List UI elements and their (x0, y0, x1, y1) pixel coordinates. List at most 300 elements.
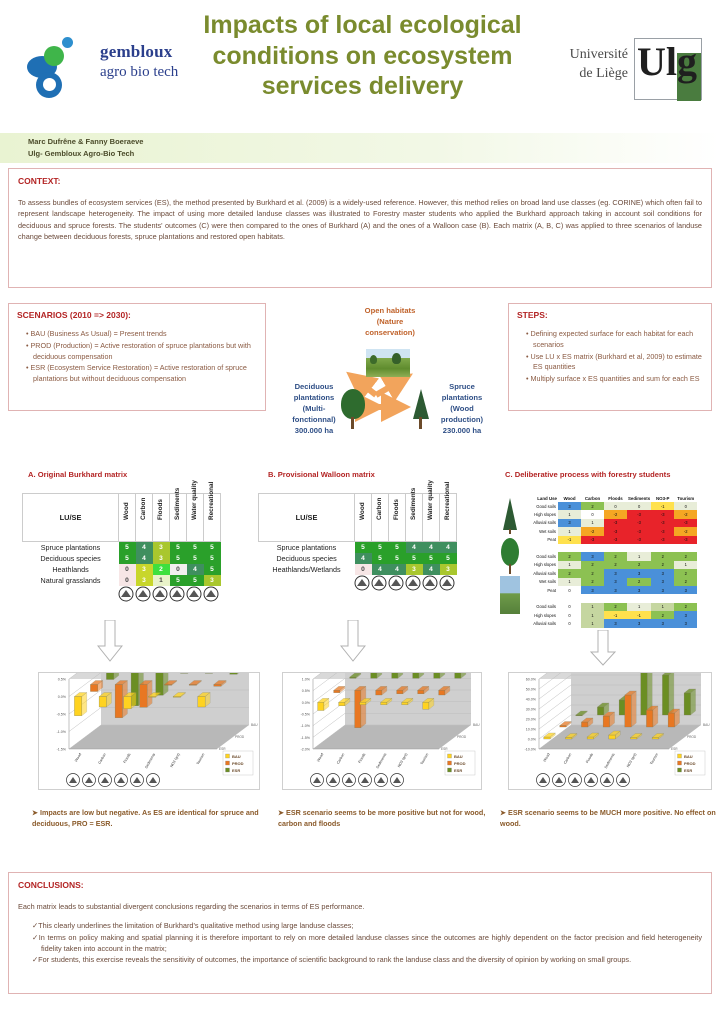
matrix-c-cell: 2 (674, 552, 697, 560)
matrix-c-cell: -3 (627, 510, 651, 518)
svg-text:40.0%: 40.0% (525, 697, 536, 702)
caption-b-text: ESR scenario seems to be more positive but not for wood, carbon and floods (278, 808, 486, 828)
dec-line4: fonctionnal) (292, 415, 336, 424)
matrix-cell: 0 (119, 575, 136, 586)
matrix-c-cell: 3 (558, 502, 581, 510)
matrix-cell: 4 (136, 542, 153, 553)
svg-text:ESR: ESR (684, 767, 693, 773)
matrix-row-label: Natural grasslands (40, 575, 101, 585)
matrix-c-col-header: NO3-P (656, 495, 670, 501)
svg-text:ESR: ESR (219, 747, 226, 751)
uliege-logo-line1: Université (569, 47, 628, 62)
svg-text:ESR: ESR (232, 767, 241, 773)
matrix-cell: 2 (153, 564, 170, 575)
uliege-logo (567, 38, 702, 100)
matrix-cell: 5 (204, 564, 221, 575)
water-quality-icon (422, 575, 439, 591)
matrix-c-row-label: Alluvial soils (533, 621, 556, 627)
gembloux-logo (22, 32, 197, 100)
caption-a-text: Impacts are low but negative. As ES are identical for spruce and deciduous, PRO = ESR. (32, 808, 259, 828)
matrix-col-header: Recreational (204, 494, 221, 542)
wood-icon (354, 575, 371, 591)
table-row (259, 564, 457, 575)
matrix-row-label: Deciduous species (276, 553, 337, 563)
svg-text:20.0%: 20.0% (525, 717, 536, 722)
matrix-c-cell: 3 (651, 578, 674, 586)
chart-b (282, 672, 482, 790)
recreational-icon (439, 575, 456, 591)
svg-text:Carbon: Carbon (563, 752, 573, 765)
conclusions-section (8, 872, 712, 994)
matrix-c-cell: 2 (558, 569, 581, 577)
matrix-c-row-label: High slopes (534, 562, 556, 568)
svg-text:30.0%: 30.0% (525, 707, 536, 712)
matrix-cell: 4 (423, 564, 440, 575)
matrix-cell: 5 (187, 553, 204, 564)
matrix-c-col-header: Sediments (628, 495, 651, 501)
table-row (522, 552, 697, 560)
spr-line5: 230.000 ha (442, 426, 482, 435)
matrix-c-row-label: Wet soils (539, 528, 556, 534)
matrix-cell: 5 (170, 575, 187, 586)
matrix-c (500, 492, 712, 627)
matrix-col-header: Water quality (187, 494, 204, 542)
svg-text:0.5%: 0.5% (301, 689, 310, 694)
list-item: • BAU (Business As Usual) = Present trends (26, 329, 257, 340)
caption-a: ➤ Impacts are low but negative. As ES are identical for spruce and deciduous, PRO = ESR. (32, 808, 259, 828)
table-row (522, 561, 697, 569)
recreational-icon (203, 586, 220, 602)
scenarios-list (17, 329, 257, 385)
matrix-c-cell: 3 (674, 586, 697, 594)
matrix-c-cell: -3 (651, 536, 674, 544)
uliege-logo-line2: de Liège (579, 65, 628, 81)
matrix-cell: 5 (170, 553, 187, 564)
open-line2: (Nature (376, 317, 404, 326)
table-row (522, 569, 697, 577)
svg-text:0.0%: 0.0% (301, 700, 310, 705)
matrix-c-cell: 3 (581, 586, 604, 594)
context-section (8, 168, 712, 288)
floods-icon (388, 575, 405, 591)
steps-section (508, 303, 712, 411)
matrix-c-cell: 3 (558, 519, 581, 527)
matrix-c-row-label: Good soils (536, 503, 556, 509)
matrix-col-header: Sediments (170, 494, 187, 542)
matrix-cell: 5 (355, 542, 372, 553)
table-row (23, 542, 221, 553)
svg-text:Carbon: Carbon (336, 752, 346, 765)
matrix-cell: 3 (440, 564, 457, 575)
matrix-c-row-label: Wet soils (539, 579, 556, 585)
matrix-cell: 3 (204, 575, 221, 586)
table-row (23, 564, 221, 575)
matrix-col-header: Carbon (372, 494, 389, 542)
down-arrow-b-icon (340, 620, 366, 662)
matrix-c-cell: -3 (581, 536, 604, 544)
list-item: • ESR (Ecosystem Service Restoration) = Active restoration of spruce plantations but without deciduous compensation (26, 363, 257, 385)
matrix-a-icon-row (118, 586, 221, 602)
svg-text:Sediments: Sediments (144, 752, 157, 770)
caption-c: ➤ ESR scenario seems to be MUCH more positive. No effect on wood. (500, 808, 716, 828)
svg-text:Wood: Wood (316, 752, 325, 763)
matrix-c-cell: 3 (651, 569, 674, 577)
svg-text:Sediments: Sediments (375, 752, 388, 770)
chart-a-plot (39, 673, 259, 789)
spr-line3: (Wood (450, 404, 474, 413)
svg-text:PROD: PROD (684, 760, 696, 766)
svg-text:BAU: BAU (684, 753, 693, 759)
matrix-c-row-label: Alluvial soils (533, 570, 556, 576)
matrix-c-row-label: High slopes (534, 612, 556, 618)
table-row (23, 575, 221, 586)
matrix-cell: 5 (119, 542, 136, 553)
list-item: • PROD (Production) = Active restoration of spruce plantations but with deciduous compensation (26, 341, 257, 363)
matrix-c-cell: 0 (558, 603, 581, 611)
matrix-c-cell: 1 (558, 561, 581, 569)
matrix-c-row-label: Good soils (536, 554, 556, 560)
matrix-cell: 5 (372, 542, 389, 553)
matrix-col-header: Floods (153, 494, 170, 542)
svg-text:Wood: Wood (74, 752, 83, 763)
water-quality-icon (186, 586, 203, 602)
svg-text:BAU: BAU (232, 753, 241, 759)
matrix-c-col-header: Floods (608, 495, 623, 501)
matrix-c-cell: 2 (604, 552, 627, 560)
matrix-c-cell: 3 (604, 569, 627, 577)
spruce-photo (500, 496, 520, 534)
matrix-c-row-label: Good soils (536, 604, 556, 610)
open-line1: Open habitats (364, 306, 416, 315)
matrix-c-cell: 1 (558, 527, 581, 535)
matrix-cell: 1 (153, 575, 170, 586)
matrix-c-cell: 0 (674, 502, 697, 510)
scenarios-title: SCENARIOS (2010 => 2030): (17, 310, 131, 320)
matrix-c-cell: 1 (627, 552, 651, 560)
steps-list (517, 329, 703, 385)
matrix-c-cell: 2 (674, 578, 697, 586)
matrix-corner-label: LU/SE (23, 494, 119, 542)
matrix-col-header: Wood (119, 494, 136, 542)
matrix-cell: 0 (170, 564, 187, 575)
matrix-cell: 0 (119, 564, 136, 575)
matrix-cell: 4 (187, 564, 204, 575)
authors-names: Marc Dufrêne & Fanny Boeraeve (28, 137, 144, 146)
table-row (522, 586, 697, 594)
svg-text:PROD: PROD (687, 735, 697, 739)
matrix-c-cell: 1 (581, 611, 604, 619)
matrix-c-cell: -3 (627, 527, 651, 535)
matrix-c-cell: -3 (604, 527, 627, 535)
matrix-cell: 3 (406, 564, 423, 575)
matrix-c-cell: -2 (674, 510, 697, 518)
table-row (522, 519, 697, 527)
diagram-open-habitats-label (332, 305, 448, 338)
matrix-c-cell: 3 (604, 578, 627, 586)
habitat-transition-diagram (278, 303, 502, 453)
page-title: Impacts of local ecological conditions on ecosystem services delivery (203, 11, 522, 100)
matrix-c-cell: 3 (604, 619, 627, 627)
matrix-cell: 4 (136, 553, 153, 564)
matrix-c-cell: 3 (581, 552, 604, 560)
svg-text:BAU: BAU (703, 723, 710, 727)
matrix-c-cell: 3 (674, 619, 697, 627)
svg-text:BAU: BAU (251, 723, 258, 727)
sediments-icon (405, 575, 422, 591)
context-title: CONTEXT: (18, 176, 61, 186)
matrix-c-cell: 3 (604, 586, 627, 594)
matrix-b (258, 479, 457, 591)
svg-text:NO3 (qnt): NO3 (qnt) (169, 752, 181, 769)
table-row (259, 542, 457, 553)
deciduous-photo (500, 536, 520, 574)
chart-c-plot (509, 673, 711, 789)
list-item: ✓ This clearly underlines the limitation of Burkhard's qualitative method using large landuse classes; (32, 920, 702, 931)
matrix-col-header: Carbon (136, 494, 153, 542)
matrix-c-cell: -3 (627, 519, 651, 527)
matrix-b-icon-row (354, 575, 457, 591)
matrix-c-cell: 1 (581, 603, 604, 611)
down-arrow-c-icon (590, 630, 616, 666)
matrix-c-col-header: Carbon (584, 495, 601, 501)
matrix-b-table (258, 479, 457, 575)
svg-text:BAU: BAU (473, 723, 480, 727)
matrix-cell: 5 (119, 553, 136, 564)
matrix-c-cell: -3 (627, 536, 651, 544)
matrix-c-row-label: Peat (547, 537, 556, 543)
carbon-icon (371, 575, 388, 591)
svg-text:NO3 (qnt): NO3 (qnt) (397, 752, 409, 769)
matrix-col-header: Recreational (440, 494, 457, 542)
matrix-c-cell: 0 (558, 611, 581, 619)
svg-text:PROD: PROD (235, 735, 245, 739)
matrix-cell: 5 (204, 553, 221, 564)
matrix-cell: 4 (355, 553, 372, 564)
matrix-c-cell: -3 (604, 536, 627, 544)
matrix-c-cell: -2 (604, 510, 627, 518)
matrix-c-cell: -3 (651, 510, 674, 518)
matrix-a (22, 479, 221, 602)
gembloux-logo-mark-icon (22, 34, 94, 100)
matrix-c-cell: 1 (674, 561, 697, 569)
wood-icon (118, 586, 135, 602)
matrix-c-cell: -2 (581, 527, 604, 535)
poster-header (0, 0, 720, 133)
list-item: ✓ For students, this exercise reveals the sensitivity of outcomes, the importance of scientific background to rank the landuse class and the diversity of opinion by working on small groups. (32, 954, 702, 965)
dec-line1: Deciduous (294, 382, 334, 391)
svg-text:ESR: ESR (454, 767, 463, 773)
steps-title: STEPS: (517, 310, 548, 320)
floods-icon (152, 586, 169, 602)
conclusions-title: CONCLUSIONS: (18, 880, 84, 890)
matrix-cell: 3 (153, 553, 170, 564)
matrix-c-cell: 0 (558, 619, 581, 627)
matrix-cell: 5 (170, 542, 187, 553)
matrix-row-label: Spruce plantations (40, 542, 101, 552)
matrix-c-cell: 2 (674, 569, 697, 577)
table-row (522, 611, 697, 619)
open-line3: conservation) (365, 328, 415, 337)
svg-text:-1.5%: -1.5% (300, 735, 310, 740)
matrix-c-cell: 2 (627, 561, 651, 569)
matrix-c-cell: -2 (674, 527, 697, 535)
matrix-col-header: Water quality (423, 494, 440, 542)
matrix-c-cell: 2 (581, 561, 604, 569)
svg-text:1.0%: 1.0% (301, 677, 310, 682)
matrix-c-col-header: Tourism (677, 495, 695, 501)
open-habitat-photo (366, 349, 410, 377)
matrix-c-cell: -3 (674, 519, 697, 527)
matrix-a-title: A. Original Burkhard matrix (28, 470, 128, 479)
matrix-cell: 5 (372, 553, 389, 564)
list-item: • Use LU x ES matrix (Burkhard et al, 2009) to estimate ES quantities (526, 352, 703, 374)
svg-text:-1.0%: -1.0% (56, 730, 66, 734)
svg-text:Tourism: Tourism (419, 752, 430, 766)
table-row (522, 502, 697, 510)
matrix-c-cell: 2 (674, 603, 697, 611)
matrix-row-label: Spruce plantations (276, 542, 337, 552)
matrix-c-cell: 3 (651, 619, 674, 627)
svg-text:PROD: PROD (457, 735, 467, 739)
list-item: ✓ In terms on policy making and spatial planning it is therefore important to rely on more detailed landuse classes since the outcomes are highly dependent on the factor precision and field heterogeneity fidelity taken into account in the matrix; (32, 932, 702, 955)
matrix-cell: 3 (136, 564, 153, 575)
list-item: • Defining expected surface for each habitat for each scenarios (526, 329, 703, 351)
matrix-c-cell: 2 (604, 561, 627, 569)
svg-text:ESR: ESR (441, 747, 448, 751)
svg-text:PROD: PROD (454, 760, 466, 766)
matrix-cell: 3 (136, 575, 153, 586)
spr-line2: plantations (441, 393, 483, 402)
matrix-cell: 5 (389, 542, 406, 553)
matrix-c-row-label: Peat (547, 587, 556, 593)
matrix-c-cell: 1 (627, 603, 651, 611)
matrix-c-cell: 2 (581, 569, 604, 577)
table-row (522, 603, 697, 611)
matrix-c-cell: -3 (674, 536, 697, 544)
svg-text:Wood: Wood (542, 752, 551, 763)
matrix-c-col-header: Wood (563, 495, 576, 501)
matrix-c-habitat-photos (500, 496, 520, 616)
dec-line3: (Multi- (302, 404, 326, 413)
matrix-c-cell: -1 (558, 536, 581, 544)
matrix-c-cell: 2 (627, 578, 651, 586)
matrix-cell: 5 (187, 542, 204, 553)
svg-text:Floods: Floods (357, 752, 367, 764)
matrix-c-cell: 1 (558, 510, 581, 518)
matrix-c-cell: -3 (604, 519, 627, 527)
matrix-c-row-label: High slopes (534, 512, 556, 518)
scenarios-section (8, 303, 266, 411)
svg-text:0.0%: 0.0% (527, 737, 536, 742)
chart-b-plot (283, 673, 481, 789)
svg-text:-1.0%: -1.0% (300, 724, 310, 729)
matrix-c-cell: 3 (674, 611, 697, 619)
matrix-c-title: C. Deliberative process with forestry students (505, 470, 671, 479)
sediments-icon (169, 586, 186, 602)
svg-text:50.0%: 50.0% (525, 687, 536, 692)
diagram-deciduous-label (272, 381, 356, 436)
matrix-c-cell: 1 (651, 603, 674, 611)
matrix-c-cell: 2 (581, 502, 604, 510)
matrix-c-cell: -1 (651, 502, 674, 510)
matrix-c-cell: 0 (604, 502, 627, 510)
matrix-c-cell: 3 (627, 569, 651, 577)
matrix-cell: 4 (440, 542, 457, 553)
table-row (522, 527, 697, 535)
table-row (259, 553, 457, 564)
matrix-c-cell: 3 (627, 586, 651, 594)
gembloux-logo-line1: gembloux (100, 42, 173, 61)
authors-affiliation: Ulg- Gembloux Agro-Bio Tech (28, 148, 135, 158)
conclusions-intro: Each matrix leads to substantial divergent conclusions regarding the scenarios in terms of ES performance. (18, 902, 365, 911)
matrix-c-spacer (522, 594, 697, 602)
svg-text:Tourism: Tourism (195, 752, 206, 766)
open-habitat-photo-small (500, 576, 520, 614)
matrix-c-spacer (522, 544, 697, 552)
uliege-logo-mark: Ulg (637, 39, 697, 84)
table-row (23, 553, 221, 564)
matrix-col-header: Wood (355, 494, 372, 542)
uliege-logo-box-icon (634, 38, 702, 100)
svg-text:-10.0%: -10.0% (524, 747, 536, 752)
matrix-cell: 5 (204, 542, 221, 553)
caption-b: ➤ ESR scenario seems to be more positive but not for wood, carbon and floods (278, 808, 486, 828)
svg-text:Floods: Floods (585, 752, 595, 764)
matrix-c-cell: 0 (558, 586, 581, 594)
matrix-cell: 5 (187, 575, 204, 586)
matrix-b-title: B. Provisional Walloon matrix (268, 470, 375, 479)
matrix-c-table (522, 494, 697, 628)
matrix-cell: 3 (153, 542, 170, 553)
matrix-c-cell: 2 (558, 552, 581, 560)
svg-text:Floods: Floods (122, 752, 132, 764)
authors-bar (0, 133, 720, 163)
matrix-cell: 0 (355, 564, 372, 575)
matrix-c-cell: 2 (651, 561, 674, 569)
svg-text:60.0%: 60.0% (525, 677, 536, 682)
table-row (522, 536, 697, 544)
matrix-c-cell: 3 (627, 619, 651, 627)
matrix-c-cell: 1 (581, 619, 604, 627)
matrix-cell: 4 (423, 542, 440, 553)
gembloux-logo-line2: agro bio tech (100, 64, 179, 80)
svg-text:-0.5%: -0.5% (56, 712, 66, 717)
caption-c-text: ESR scenario seems to be MUCH more positive. No effect on wood. (500, 808, 716, 828)
matrix-col-header: Sediments (406, 494, 423, 542)
matrix-c-cell: 0 (627, 502, 651, 510)
svg-text:PROD: PROD (232, 760, 244, 766)
svg-text:10.0%: 10.0% (525, 727, 536, 732)
matrix-cell: 4 (389, 564, 406, 575)
matrix-cell: 5 (389, 553, 406, 564)
matrix-c-cell: 2 (651, 611, 674, 619)
svg-text:0.0%: 0.0% (57, 695, 66, 699)
svg-text:-0.5%: -0.5% (300, 712, 310, 717)
matrix-c-cell: 1 (558, 578, 581, 586)
svg-text:BAU: BAU (454, 753, 463, 759)
matrix-c-cell: 1 (581, 519, 604, 527)
matrix-cell: 5 (406, 553, 423, 564)
conclusions-list (18, 920, 702, 965)
diagram-spruce-label (420, 381, 504, 436)
dec-line2: plantations (293, 393, 335, 402)
matrix-c-cell: 2 (604, 603, 627, 611)
chart-c (508, 672, 712, 790)
down-arrow-a-icon (97, 620, 123, 662)
matrix-cell: 5 (440, 553, 457, 564)
table-row (522, 510, 697, 518)
matrix-cell: 5 (423, 553, 440, 564)
